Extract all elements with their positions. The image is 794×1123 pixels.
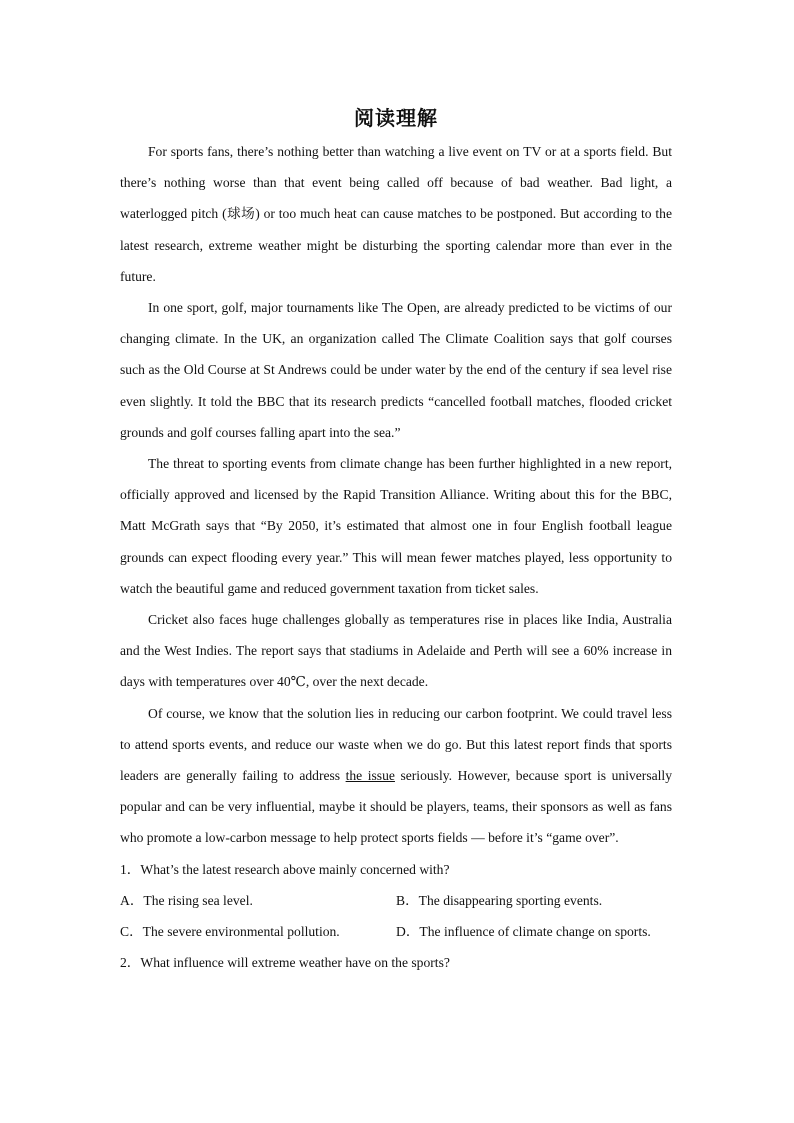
question-1-option-b[interactable]: B．The disappearing sporting events. [396, 892, 603, 908]
passage-paragraph-2: In one sport, golf, major tournaments like The Open, are already predicted to be victims of our changing climate. In the UK, an organization called The Climate Coalition says that golf courses such as the Old Course at St Andrews could be under water by the end of the century if sea level rise even slightly. It told the BBC that its research predicts “cancelled football matches, flooded cricket grounds and golf courses falling apart into the sea.” [120, 300, 672, 440]
passage-paragraph-5-after: seriously. However, because sport is universally popular and can be very influential, maybe it should be players, teams, their sponsors as well as fans who promote a low-carbon message to help protect sports fields — before it’s “game over”. [120, 768, 673, 846]
document-page [120, 100, 672, 978]
passage-paragraph-4: Cricket also faces huge challenges globally as temperatures rise in places like India, Australia and the West Indies. The report says that stadiums in Adelaide and Perth will see a 60% increase in days with temperatures over 40℃, over the next decade. [120, 612, 672, 690]
underlined-phrase: the issue [345, 768, 395, 784]
question-2-stem: 2．What influence will extreme weather have on the sports? [120, 955, 450, 971]
passage-paragraph-5 [120, 698, 672, 854]
question-1-option-a[interactable]: A．The rising sea level. [120, 892, 253, 908]
passage-paragraph-1: For sports fans, there’s nothing better than watching a live event on TV or at a sports field. But there’s nothing worse than that event being called off because of bad weather. Bad light, a waterlogged pitch (球场) or too much heat can cause matches to be postponed. But according to the latest research, extreme weather might be disturbing the sporting calendar more than ever in the future. [120, 144, 672, 284]
question-1-stem: 1．What’s the latest research above mainly concerned with? [120, 861, 450, 877]
question-1-options-row-2 [120, 916, 672, 947]
question-1-option-d[interactable]: D．The influence of climate change on sports. [396, 924, 651, 940]
question-1-option-c[interactable]: C．The severe environmental pollution. [120, 924, 340, 940]
page-title: 阅读理解 [354, 106, 438, 130]
question-1-options-row-1 [120, 885, 672, 916]
passage-paragraph-5-before: Of course, we know that the solution lies in reducing our carbon footprint. We could travel less to attend sports events, and reduce our waste when we do go. But this latest report finds that sports leaders are generally failing to address [120, 705, 672, 784]
passage-paragraph-3: The threat to sporting events from climate change has been further highlighted in a new report, officially approved and licensed by the Rapid Transition Alliance. Writing about this for the BBC, Matt McGrath says that “By 2050, it’s estimated that almost one in four English football league grounds can expect flooding every year.” This will mean fewer matches played, less opportunity to watch the beautiful game and reduced government taxation from ticket sales. [120, 456, 672, 596]
